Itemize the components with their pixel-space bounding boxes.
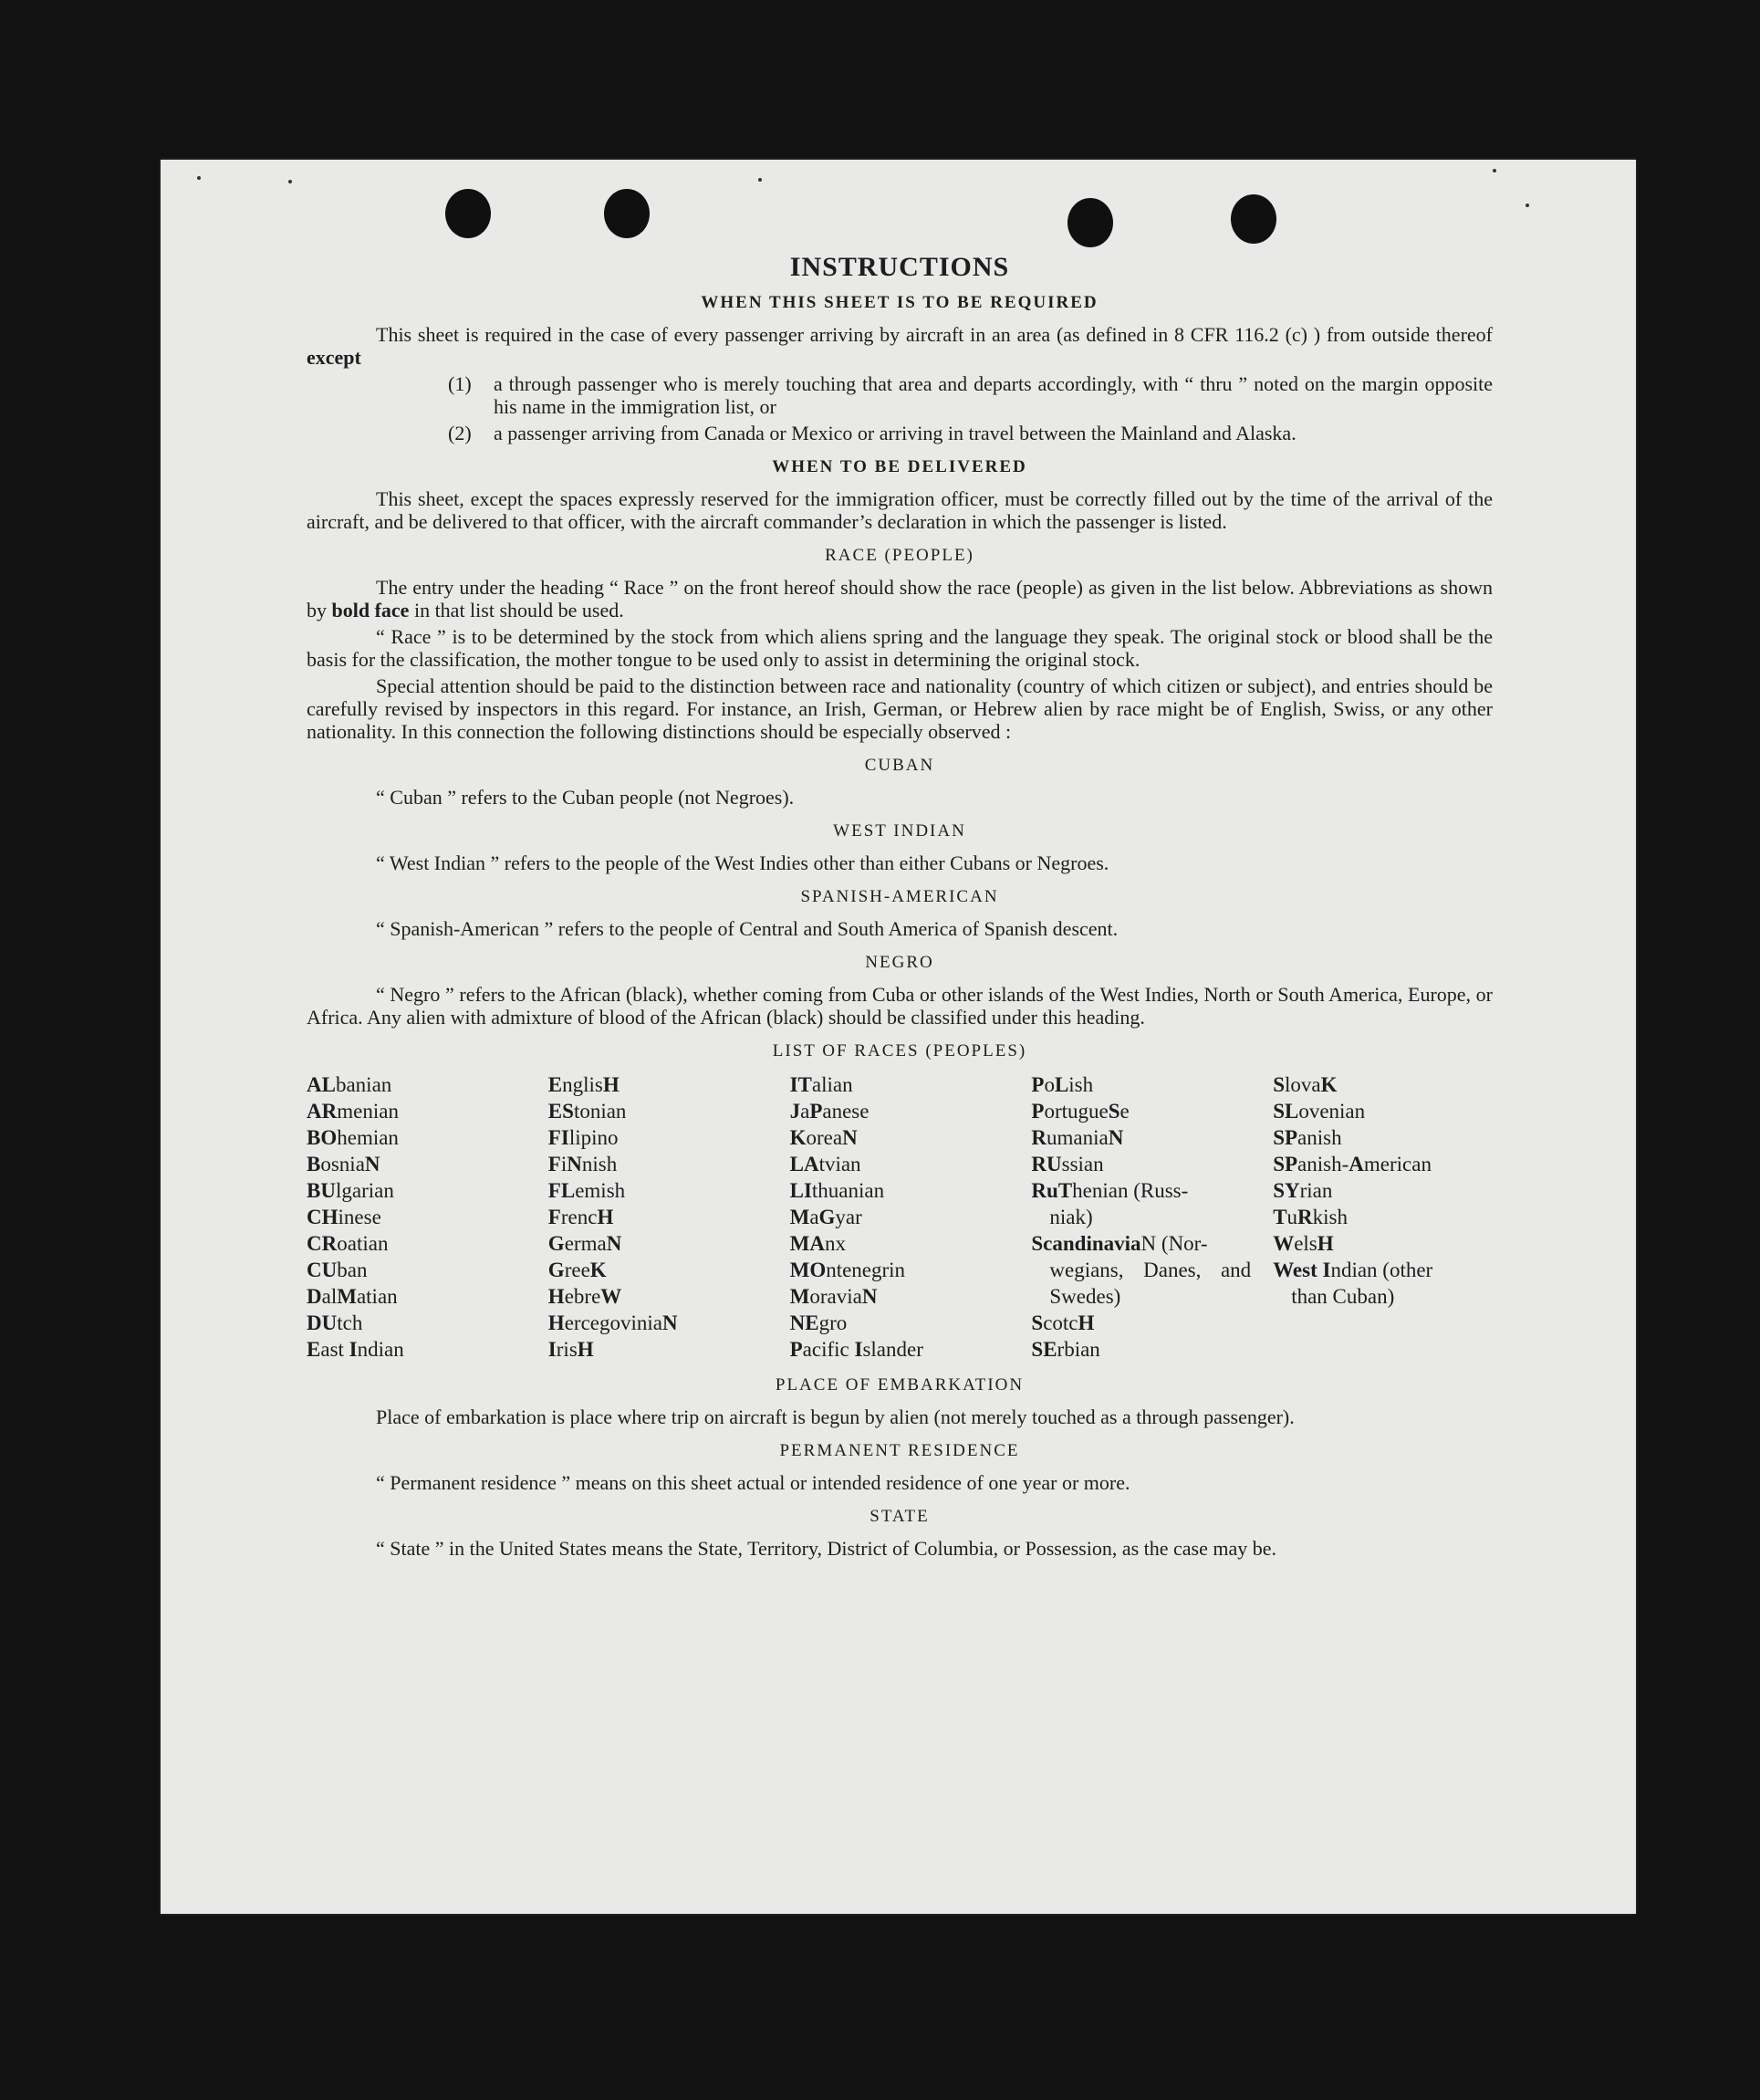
instructions-body <box>307 252 1493 1563</box>
race-entry: FrencH <box>547 1206 614 1228</box>
race-entry: SlovaK <box>1273 1073 1338 1096</box>
race-entry: GermaN <box>547 1232 622 1255</box>
race-entry: TuRkish <box>1273 1206 1348 1228</box>
race-entry: CRoatian <box>307 1232 389 1255</box>
section-heading-spanish-american: SPANISH-AMERICAN <box>800 887 999 906</box>
race-entry: IrisH <box>547 1338 594 1361</box>
race-entry: KoreaN <box>789 1126 858 1149</box>
definition-west-indian: “ West Indian ” refers to the people of the West Indies other than either Cubans or Negroes. <box>376 851 1109 874</box>
punch-hole <box>445 189 491 238</box>
paragraph-race-3: Special attention should be paid to the distinction between race and nationality (country of which citizen or subject), and entries should be carefully revised by inspectors in this regard. For instance, an Irish, German, or Hebrew alien by race might be of English, Swiss, or any other nationality. In this connection the following distinctions should be especially observed : <box>307 674 1493 743</box>
paragraph-embarkation: Place of embarkation is place where trip on aircraft is begun by alien (not merely touched as a through passenger). <box>376 1405 1295 1428</box>
race-entry: RumaniaN <box>1031 1126 1124 1149</box>
race-entry: WelsH <box>1273 1232 1334 1255</box>
race-entry: BOhemian <box>307 1126 399 1149</box>
race-entry: FIlipino <box>547 1126 619 1149</box>
race-entry: SLovenian <box>1273 1100 1366 1123</box>
race-entry: LAtvian <box>789 1153 861 1175</box>
race-entry: FiNnish <box>547 1153 618 1175</box>
list-item: (1) a through passenger who is merely touching that area and departs accordingly, with “ thru ” noted on the margin opposite his name in the immigration list, or <box>448 372 1493 418</box>
section-heading-race: RACE (PEOPLE) <box>825 546 974 565</box>
paragraph-when-required: This sheet is required in the case of every passenger arriving by aircraft in an area (as defined in 8 CFR 116.2 (c) ) from outside thereof except <box>307 323 1493 369</box>
races-column <box>548 1071 768 1363</box>
race-entry: ScotcH <box>1031 1311 1095 1334</box>
race-entry: SYrian <box>1273 1179 1333 1202</box>
race-entry: SErbian <box>1031 1338 1100 1361</box>
punch-hole <box>1067 198 1113 247</box>
race-entry: East Indian <box>307 1338 404 1361</box>
section-heading-list-of-races: LIST OF RACES (PEOPLES) <box>772 1041 1027 1060</box>
race-entry: Pacific Islander <box>789 1338 923 1361</box>
races-column <box>1273 1071 1493 1363</box>
race-entry: EnglisH <box>547 1073 620 1096</box>
race-entry: SPanish-American <box>1273 1153 1432 1175</box>
race-entry: GreeK <box>547 1259 607 1281</box>
race-entry: West Indian (other than Cuban) <box>1273 1259 1433 1308</box>
paragraph-state: “ State ” in the United States means the State, Territory, District of Columbia, or Possession, as the case may be. <box>376 1537 1277 1560</box>
race-entry: BosniaN <box>307 1153 380 1175</box>
paragraph-when-delivered: This sheet, except the spaces expressly reserved for the immigration officer, must be correctly filled out by the time of the arrival of the aircraft, and be delivered to that officer, with the aircraft commander’s declaration in which the passenger is listed. <box>307 487 1493 533</box>
document-page <box>161 160 1636 1914</box>
race-entry: NEgro <box>789 1311 848 1334</box>
race-entry: BUlgarian <box>307 1179 394 1202</box>
definition-cuban: “ Cuban ” refers to the Cuban people (not Negroes). <box>376 786 795 809</box>
races-list <box>307 1071 1493 1363</box>
race-entry: PoLish <box>1031 1073 1094 1096</box>
race-entry: HercegoviniaN <box>547 1311 678 1334</box>
section-heading-negro: NEGRO <box>865 953 934 972</box>
race-entry: RUssian <box>1031 1153 1104 1175</box>
race-entry: ITalian <box>789 1073 853 1096</box>
race-entry: ScandinaviaN (Nor- wegians, Danes, and Swedes) <box>1031 1232 1252 1308</box>
race-entry: PortugueSe <box>1031 1100 1130 1123</box>
race-entry: DalMatian <box>307 1285 398 1308</box>
race-entry: CHinese <box>307 1206 381 1228</box>
paragraph-residence: “ Permanent residence ” means on this sheet actual or intended residence of one year or more. <box>376 1471 1130 1494</box>
race-entry: FLemish <box>547 1179 626 1202</box>
section-heading-embarkation: PLACE OF EMBARKATION <box>775 1375 1025 1395</box>
race-entry: MoraviaN <box>789 1285 878 1308</box>
paragraph-race-2: “ Race ” is to be determined by the stock from which aliens spring and the language they speak. The original stock or blood shall be the basis for the classification, the mother tongue to be used only to assist in determining the original stock. <box>307 625 1493 671</box>
race-entry: JaPanese <box>789 1100 870 1123</box>
race-entry: CUban <box>307 1259 368 1281</box>
section-heading-state: STATE <box>870 1507 930 1526</box>
page-title: INSTRUCTIONS <box>789 252 1010 282</box>
definition-spanish-american: “ Spanish-American ” refers to the people of Central and South America of Spanish descent. <box>376 917 1119 940</box>
race-entry: SPanish <box>1273 1126 1342 1149</box>
section-heading-residence: PERMANENT RESIDENCE <box>779 1441 1020 1460</box>
races-column <box>790 1071 1010 1363</box>
race-entry: RuThenian (Russ- niak) <box>1031 1179 1189 1228</box>
race-entry: ALbanian <box>307 1073 392 1096</box>
race-entry: MaGyar <box>789 1206 862 1228</box>
race-entry: DUtch <box>307 1311 363 1334</box>
paragraph-race-1: The entry under the heading “ Race ” on the front hereof should show the race (people) as given in the list below. Abbreviations as shown by bold face in that list should be used. <box>307 576 1493 622</box>
section-heading-west-indian: WEST INDIAN <box>833 821 966 841</box>
section-heading-cuban: CUBAN <box>864 756 935 775</box>
punch-hole <box>604 189 650 238</box>
definition-negro: “ Negro ” refers to the African (black), whether coming from Cuba or other islands of the West Indies, North or South America, Europe, or Africa. Any alien with admixture of blood of the African (black) should be classified under this heading. <box>307 983 1493 1029</box>
punch-hole <box>1231 194 1276 244</box>
races-column <box>1031 1071 1251 1363</box>
race-entry: MAnx <box>789 1232 846 1255</box>
race-entry: LIthuanian <box>789 1179 885 1202</box>
races-column <box>307 1071 526 1363</box>
race-entry: MOntenegrin <box>789 1259 906 1281</box>
list-item: (2) a passenger arriving from Canada or Mexico or arriving in travel between the Mainland and Alaska. <box>448 422 1297 444</box>
race-entry: EStonian <box>547 1100 627 1123</box>
race-entry: ARmenian <box>307 1100 399 1123</box>
section-heading-when-required: WHEN THIS SHEET IS TO BE REQUIRED <box>701 293 1099 312</box>
section-heading-when-delivered: WHEN TO BE DELIVERED <box>772 457 1027 476</box>
race-entry: HebreW <box>547 1285 622 1308</box>
